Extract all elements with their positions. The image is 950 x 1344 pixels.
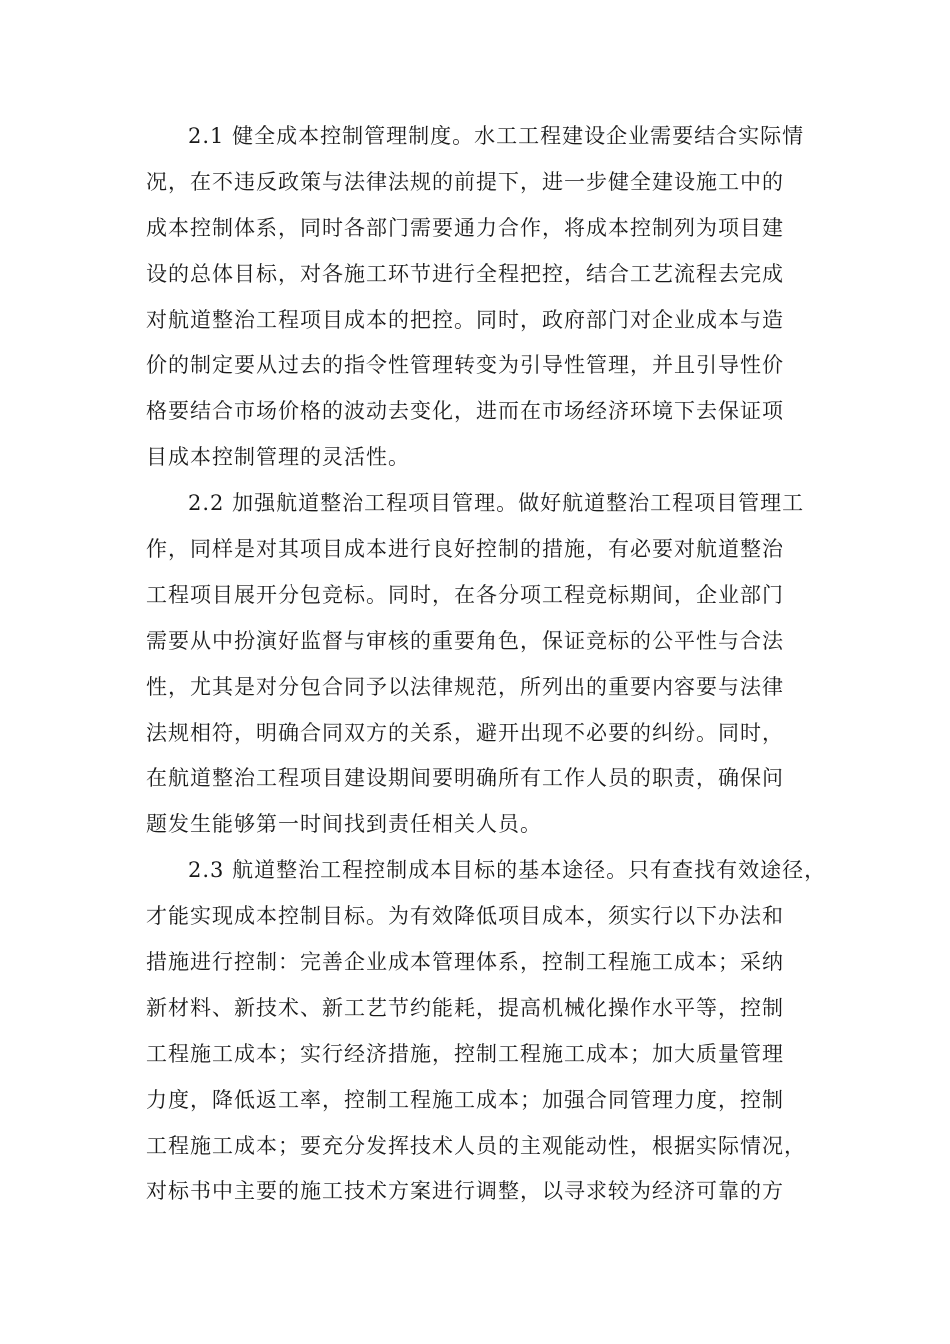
text-line: 法规相符，明确合同双方的关系，避开出现不必要的纠纷。同时， xyxy=(146,720,784,745)
text-line: 性，尤其是对分包合同予以法律规范，所列出的重要内容要与法律 xyxy=(146,674,784,699)
text-line: 2.3 航道整治工程控制成本目标的基本途径。只有查找有效途径， xyxy=(188,858,827,883)
document-body xyxy=(146,114,827,1215)
text-line: 力度，降低返工率，控制工程施工成本；加强合同管理力度，控制 xyxy=(146,1087,784,1112)
text-line: 格要结合市场价格的波动去变化，进而在市场经济环境下去保证项 xyxy=(146,399,784,424)
paragraph-2-3 xyxy=(146,848,827,1215)
text-line: 工程施工成本；要充分发挥技术人员的主观能动性，根据实际情况， xyxy=(146,1133,806,1158)
text-line: 2.1 健全成本控制管理制度。水工工程建设企业需要结合实际情 xyxy=(188,124,805,148)
text-line: 2.2 加强航道整治工程项目管理。做好航道整治工程项目管理工 xyxy=(188,491,805,516)
text-line: 对航道整治工程项目成本的把控。同时，政府部门对企业成本与造 xyxy=(146,307,784,332)
paragraph-2-2 xyxy=(146,481,808,848)
text-line: 设的总体目标，对各施工环节进行全程把控，结合工艺流程去完成 xyxy=(146,261,784,286)
text-line: 况，在不违反政策与法律法规的前提下，进一步健全建设施工中的 xyxy=(146,169,784,194)
text-line: 新材料、新技术、新工艺节约能耗，提高机械化操作水平等，控制 xyxy=(146,995,784,1020)
paragraph-2-1 xyxy=(146,114,808,481)
text-line: 目成本控制管理的灵活性。 xyxy=(146,445,410,470)
text-line: 工程项目展开分包竞标。同时，在各分项工程竞标期间，企业部门 xyxy=(146,582,784,607)
text-line: 工程施工成本；实行经济措施，控制工程施工成本；加大质量管理 xyxy=(146,1041,784,1066)
text-line: 作，同样是对其项目成本进行良好控制的措施，有必要对航道整治 xyxy=(146,537,784,562)
text-line: 成本控制体系，同时各部门需要通力合作，将成本控制列为项目建 xyxy=(146,215,784,240)
text-line: 需要从中扮演好监督与审核的重要角色，保证竞标的公平性与合法 xyxy=(146,628,784,653)
text-line: 才能实现成本控制目标。为有效降低项目成本，须实行以下办法和 xyxy=(146,904,784,929)
text-line: 在航道整治工程项目建设期间要明确所有工作人员的职责，确保问 xyxy=(146,766,784,791)
text-line: 对标书中主要的施工技术方案进行调整，以寻求较为经济可靠的方 xyxy=(146,1179,784,1204)
text-line: 价的制定要从过去的指令性管理转变为引导性管理，并且引导性价 xyxy=(146,353,784,378)
text-line: 措施进行控制：完善企业成本管理体系，控制工程施工成本；采纳 xyxy=(146,950,784,975)
text-line: 题发生能够第一时间找到责任相关人员。 xyxy=(146,812,542,837)
